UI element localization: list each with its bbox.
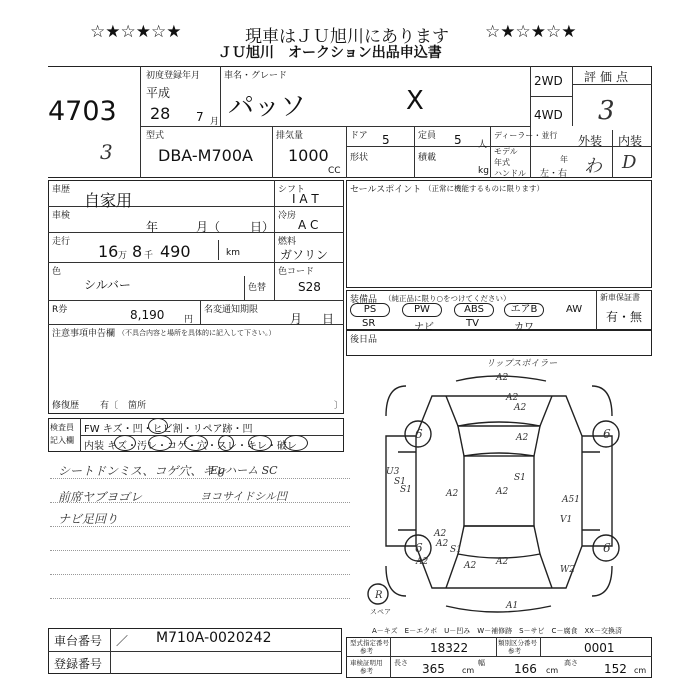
- inspection-label: 車検: [52, 211, 71, 221]
- dims-height: 152: [604, 662, 627, 676]
- name-change-day: 日: [322, 312, 335, 326]
- hand-note-4: Egハーム SC: [210, 464, 278, 477]
- insp-hekomi: 凹: [132, 424, 143, 435]
- grade-label: 評価点: [584, 70, 633, 84]
- inspector-label-1: 検査員: [50, 423, 74, 432]
- mark-a2-r1: A2: [416, 557, 429, 567]
- sales-point-sub: （正常に機能するものに限ります）: [424, 184, 544, 193]
- interior-label: 内装: [618, 134, 643, 148]
- interior-value: D: [622, 152, 637, 173]
- mark-s1-roof: S1: [514, 473, 526, 483]
- dims-label2: 参考: [360, 667, 373, 675]
- class-num-label2: 参考: [508, 647, 521, 655]
- name-change-label: 名変通知期限: [204, 305, 259, 315]
- insp-dot: ・: [122, 424, 133, 435]
- equip-abs: ABS: [454, 303, 494, 317]
- car-name-label: 車名・グレード: [224, 71, 288, 81]
- insp-dot: ・: [187, 441, 197, 452]
- mark-u3: U3: [386, 467, 400, 477]
- mark-a2-r2: A2: [434, 529, 447, 539]
- class-num-value: 0001: [584, 641, 615, 655]
- car-name: パッソ: [228, 92, 307, 122]
- dims-height-label: 高さ: [564, 659, 578, 667]
- banner-stars-left: ☆★☆★☆★: [90, 22, 182, 42]
- warranty-label: 新車保証書: [600, 293, 640, 302]
- insp-fw: FW: [84, 424, 100, 435]
- vehicle-detail-box: [48, 180, 344, 414]
- rear-items-label: 後日品: [350, 335, 378, 345]
- mileage-rest: 490: [160, 242, 191, 261]
- damage-legend: A－キズ E－エクボ U－凹み W－補修跡 S－サビ C－腐食 XX－交換済: [372, 627, 623, 635]
- mileage-sen-unit: 千: [144, 251, 154, 261]
- insp-dot: ・: [232, 424, 243, 435]
- capacity-value: 5: [454, 133, 462, 147]
- first-reg-era: 平成: [146, 86, 171, 100]
- insp-tear: 破レ: [276, 441, 297, 452]
- insp-dot: ・: [207, 441, 217, 452]
- vin-label: 車台番号: [54, 634, 103, 648]
- insp-hole: 穴: [197, 441, 207, 452]
- equipment-sub: （純正品に限り○をつけてください）: [384, 294, 511, 303]
- insp-dot: ・: [127, 441, 137, 452]
- insp-kizu: キズ: [102, 424, 123, 435]
- mark-wheel-fl: 6: [415, 427, 423, 441]
- equip-ps: PS: [350, 303, 390, 317]
- repair-place: 箇所: [128, 401, 147, 411]
- warranty-value: 有・無: [606, 310, 643, 324]
- ac-label: 冷房: [278, 211, 297, 221]
- usage-label: 車歴: [52, 185, 71, 195]
- insp-burn: コゲ: [167, 441, 187, 452]
- dims-length-label: 長さ: [394, 659, 408, 667]
- drive-2wd: 2WD: [534, 74, 563, 88]
- dims-width: 166: [514, 662, 537, 676]
- sales-point-label: セールスポイント: [350, 185, 422, 195]
- type-num-value: 18322: [430, 641, 469, 655]
- model-year-label: モデル年式: [494, 147, 518, 167]
- equipment-label: 装備品: [350, 295, 378, 305]
- displacement-unit: CC: [328, 166, 341, 176]
- notes-sub: （不具合内容と場所を具体的に記入して下さい。）: [118, 329, 276, 337]
- inspection-month: 月（: [196, 220, 221, 234]
- banner-stars-right: ☆★☆★☆★: [485, 22, 577, 42]
- displacement-value: 1000: [288, 146, 329, 165]
- displacement-label: 排気量: [276, 131, 304, 141]
- hand-note-1: シートドンミス、コゲ穴、キレ: [58, 464, 227, 478]
- mark-a2-hood1: A2: [506, 393, 519, 403]
- insp-dot: ・: [182, 424, 193, 435]
- equip-airbag: エアB: [504, 303, 544, 317]
- insp-int-kizu: キズ: [107, 441, 127, 452]
- vin-slash: ／: [116, 634, 129, 648]
- color-value: シルバー: [84, 278, 131, 292]
- ac-value: A C: [298, 218, 319, 232]
- type-num-label1: 型式指定番号: [350, 639, 389, 647]
- dims-width-label: 幅: [478, 659, 485, 667]
- inspection-year: 年: [146, 220, 159, 234]
- reg-no-label: 登録番号: [54, 657, 103, 671]
- exterior-label: 外装: [578, 134, 603, 148]
- recycle-value: 8,190: [130, 308, 165, 322]
- handle-lr: 左・右: [540, 169, 568, 179]
- insp-dot: ・: [142, 424, 153, 435]
- insp-crack: ヒビ割: [152, 424, 183, 435]
- mark-wheel-rr: 6: [603, 541, 611, 555]
- load-label: 積載: [418, 153, 437, 163]
- color-label: 色: [52, 267, 62, 277]
- sales-point-box: [346, 180, 652, 288]
- dims-length: 365: [422, 662, 445, 676]
- fuel-label: 燃料: [278, 237, 297, 247]
- lot-suffix: 3: [100, 140, 113, 164]
- insp-cut: キレ: [247, 441, 267, 452]
- banner-notice: 現車はＪＵ旭川にあります: [245, 27, 449, 47]
- mark-a2-hood3: A2: [516, 433, 529, 443]
- repair-label: 修復歴: [52, 401, 80, 411]
- mark-a2-hood2: A2: [514, 403, 527, 413]
- shift-label: シフト: [278, 185, 306, 195]
- inspection-day: 日）: [250, 220, 275, 234]
- mark-v1: V1: [560, 515, 573, 525]
- lot-number: 4703: [48, 96, 117, 127]
- mark-spare: R: [375, 590, 383, 601]
- first-reg-year: 28: [150, 104, 171, 123]
- car-damage-diagram: [346, 356, 652, 626]
- handle-label: ハンドル: [494, 169, 526, 178]
- mileage-unit: km: [226, 248, 240, 258]
- mark-a2-left: A2: [446, 489, 459, 499]
- mileage-man-unit: 万: [118, 251, 128, 261]
- insp-interior: 内装: [84, 441, 104, 452]
- insp-dent: 凹: [242, 424, 253, 435]
- color-change-label: 色替: [248, 283, 267, 293]
- model-year-unit: 年: [560, 155, 568, 164]
- class-num-label1: 類別区分番号: [498, 639, 537, 647]
- mileage-man: 16: [98, 242, 119, 261]
- mark-a2-roof: A2: [496, 487, 509, 497]
- mileage-label: 走行: [52, 237, 71, 247]
- equip-tv: TV: [466, 318, 479, 329]
- insp-dirt: 汚レ: [137, 441, 157, 452]
- name-change-month: 月: [290, 312, 303, 326]
- mark-s1-lf: S1: [394, 477, 406, 487]
- vin-value: M710A-0020242: [156, 630, 272, 646]
- grade-score: 3: [598, 96, 615, 126]
- rear-items-box: [346, 330, 652, 356]
- hand-note-3: ナビ足回り: [58, 512, 119, 526]
- recycle-label: R券: [52, 305, 68, 315]
- model-value: DBA-M700A: [158, 146, 253, 165]
- insp-wear: スレ: [217, 441, 237, 452]
- car-grade: X: [406, 86, 424, 116]
- inspector-label-2: 記入欄: [50, 436, 74, 445]
- doors-label: ドア: [350, 131, 368, 141]
- insp-dot: ・: [237, 441, 247, 452]
- hand-note-2: 前席ヤブヨゴレ: [58, 490, 143, 504]
- mark-a51: A51: [562, 495, 580, 505]
- mark-a2-rear: A2: [436, 539, 449, 549]
- insp-dot: ・: [157, 441, 167, 452]
- mark-w2: W2: [560, 565, 575, 575]
- doors-value: 5: [382, 133, 390, 147]
- dims-label1: 車検証明用: [350, 659, 383, 667]
- exterior-value: わ: [584, 156, 602, 177]
- mark-wheel-rl: 6: [415, 541, 423, 555]
- equip-pw: PW: [402, 303, 442, 317]
- mark-a2-front: A2: [496, 373, 509, 383]
- capacity-unit: 人: [478, 140, 488, 150]
- first-reg-label: 初度登録年月: [146, 71, 201, 81]
- dealer-label: ディーラー・並行: [494, 131, 558, 140]
- usage-value: 自家用: [84, 191, 133, 210]
- mark-a2-r3: A2: [464, 561, 477, 571]
- spare-label: スペア: [370, 608, 391, 616]
- shift-value: I A T: [292, 192, 319, 206]
- repair-close: 〕: [334, 401, 344, 411]
- insp-repair: リペア跡: [192, 424, 233, 435]
- dims-height-unit: cm: [634, 666, 647, 675]
- equip-aw: AW: [566, 304, 583, 315]
- dims-width-unit: cm: [546, 666, 559, 675]
- mark-s1-rear: S1: [450, 545, 462, 555]
- mark-s1-left: S1: [400, 485, 412, 495]
- first-reg-month: 7: [196, 110, 204, 124]
- mark-wheel-fr: 6: [603, 427, 611, 441]
- mark-a1: A1: [506, 601, 519, 611]
- shape-label: 形状: [350, 153, 369, 163]
- color-code-label: 色コード: [278, 267, 315, 277]
- dims-length-unit: cm: [462, 666, 475, 675]
- recycle-unit: 円: [184, 315, 194, 325]
- load-unit: kg: [478, 166, 489, 176]
- equip-sr: SR: [362, 318, 376, 329]
- drive-4wd: 4WD: [534, 108, 563, 122]
- form-title: ＪＵ旭川 オークション出品申込書: [218, 45, 442, 61]
- inspector-row-1: [84, 420, 252, 435]
- notes-label: 注意事項申告欄: [52, 329, 116, 339]
- fuel-value: ガソリン: [280, 248, 329, 262]
- first-reg-month-unit: 月: [210, 117, 220, 127]
- mark-lip: リップスポイラー: [486, 359, 558, 369]
- model-label: 型式: [146, 131, 165, 141]
- capacity-label: 定員: [418, 131, 437, 141]
- insp-dot: ・: [266, 441, 277, 452]
- hand-note-5: ヨコサイドシル凹: [200, 490, 287, 503]
- mark-a2-r4: A2: [496, 557, 509, 567]
- equip-navi: ナビ: [414, 322, 434, 333]
- color-code: S28: [298, 280, 321, 294]
- repair-value: 有〔: [100, 401, 119, 411]
- type-num-label2: 参考: [360, 647, 373, 655]
- mileage-sen: 8: [132, 242, 143, 261]
- equip-leather: カワ: [514, 322, 534, 333]
